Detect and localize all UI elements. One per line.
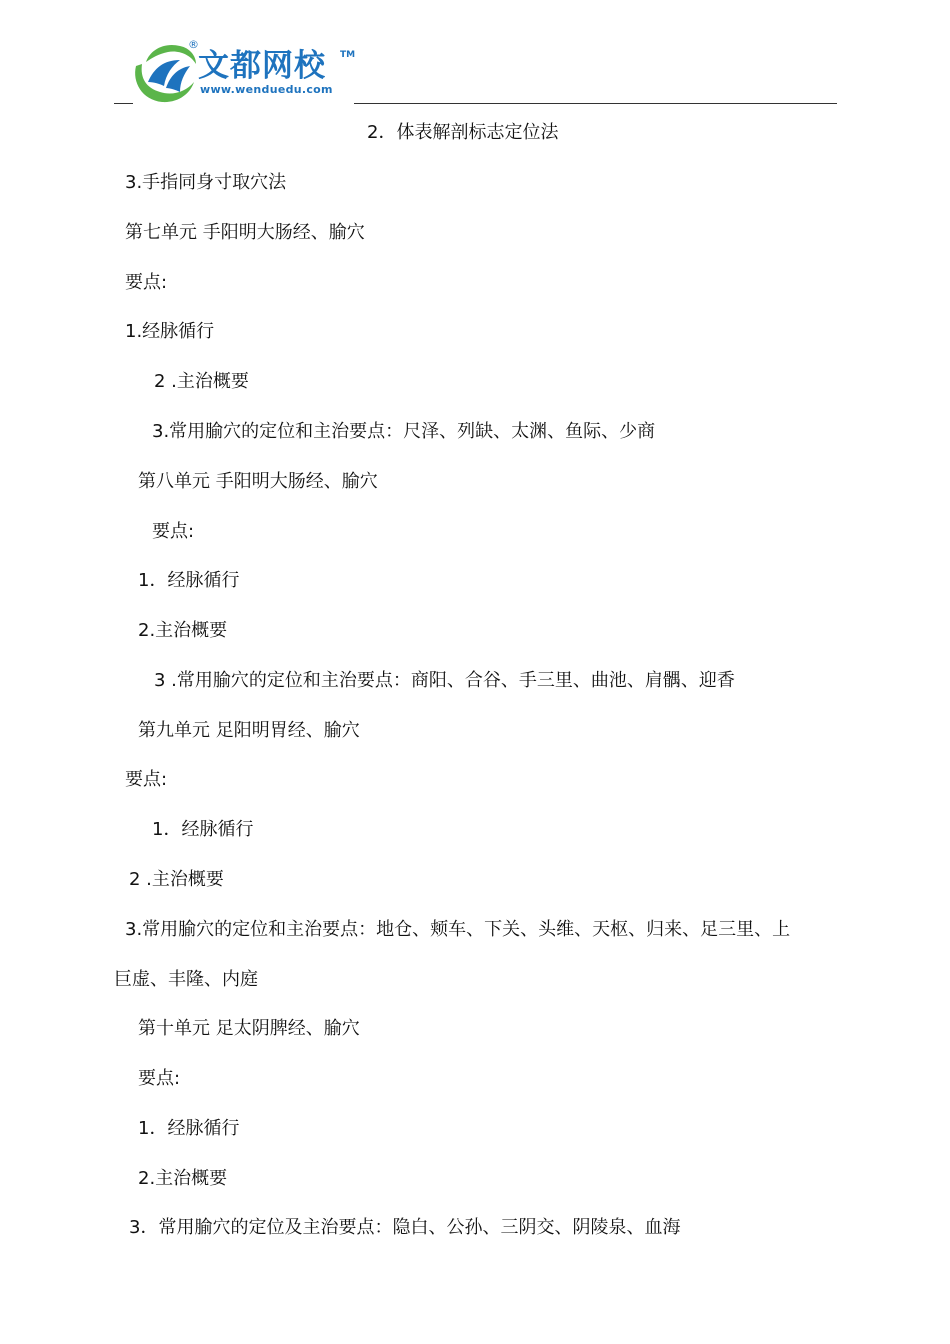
header-rule-right: [354, 103, 837, 104]
logo-url: www.wenduedu.com: [200, 83, 333, 96]
section-heading: 第七单元 手阳明大肠经、腧穴: [125, 222, 365, 243]
wendu-logo: [128, 38, 368, 106]
section-heading: 第八单元 手阳明大肠经、腧穴: [138, 471, 378, 492]
text-line: 3 .常用腧穴的定位和主治要点：商阳、合谷、手三里、曲池、肩髃、迎香: [154, 670, 735, 691]
text-line: 1．经脉循行: [152, 819, 254, 840]
text-line: 2.主治概要: [138, 620, 228, 641]
text-line: 要点:: [152, 521, 195, 542]
text-line: 3.常用腧穴的定位和主治要点：尺泽、列缺、太渊、鱼际、少商: [152, 421, 656, 442]
text-line: 1．经脉循行: [138, 570, 240, 591]
section-heading: 第九单元 足阳明胃经、腧穴: [138, 720, 360, 741]
text-line: 巨虚、丰隆、内庭: [114, 969, 258, 990]
registered-mark: ®: [188, 38, 199, 51]
header-rule-left: [114, 103, 133, 104]
text-line: 2．体表解剖标志定位法: [367, 122, 559, 143]
text-line: 要点:: [125, 769, 168, 790]
text-line: 2.主治概要: [138, 1168, 228, 1189]
text-line: 3.常用腧穴的定位和主治要点：地仓、颊车、下关、头维、天枢、归来、足三里、上: [125, 919, 791, 940]
logo-text: 文都网校: [198, 48, 326, 84]
text-line: 2 .主治概要: [154, 371, 249, 392]
text-line: 1.经脉循行: [125, 321, 215, 342]
text-line: 3．常用腧穴的定位及主治要点：隐白、公孙、三阴交、阴陵泉、血海: [129, 1217, 681, 1238]
text-line: 1．经脉循行: [138, 1118, 240, 1139]
text-line: 2 .主治概要: [129, 869, 224, 890]
trademark-mark: TM: [340, 50, 356, 60]
page-header: [0, 0, 950, 110]
text-line: 3.手指同身寸取穴法: [125, 172, 287, 193]
text-line: 要点:: [125, 272, 168, 293]
text-line: 要点:: [138, 1068, 181, 1089]
section-heading: 第十单元 足太阴脾经、腧穴: [138, 1018, 360, 1039]
